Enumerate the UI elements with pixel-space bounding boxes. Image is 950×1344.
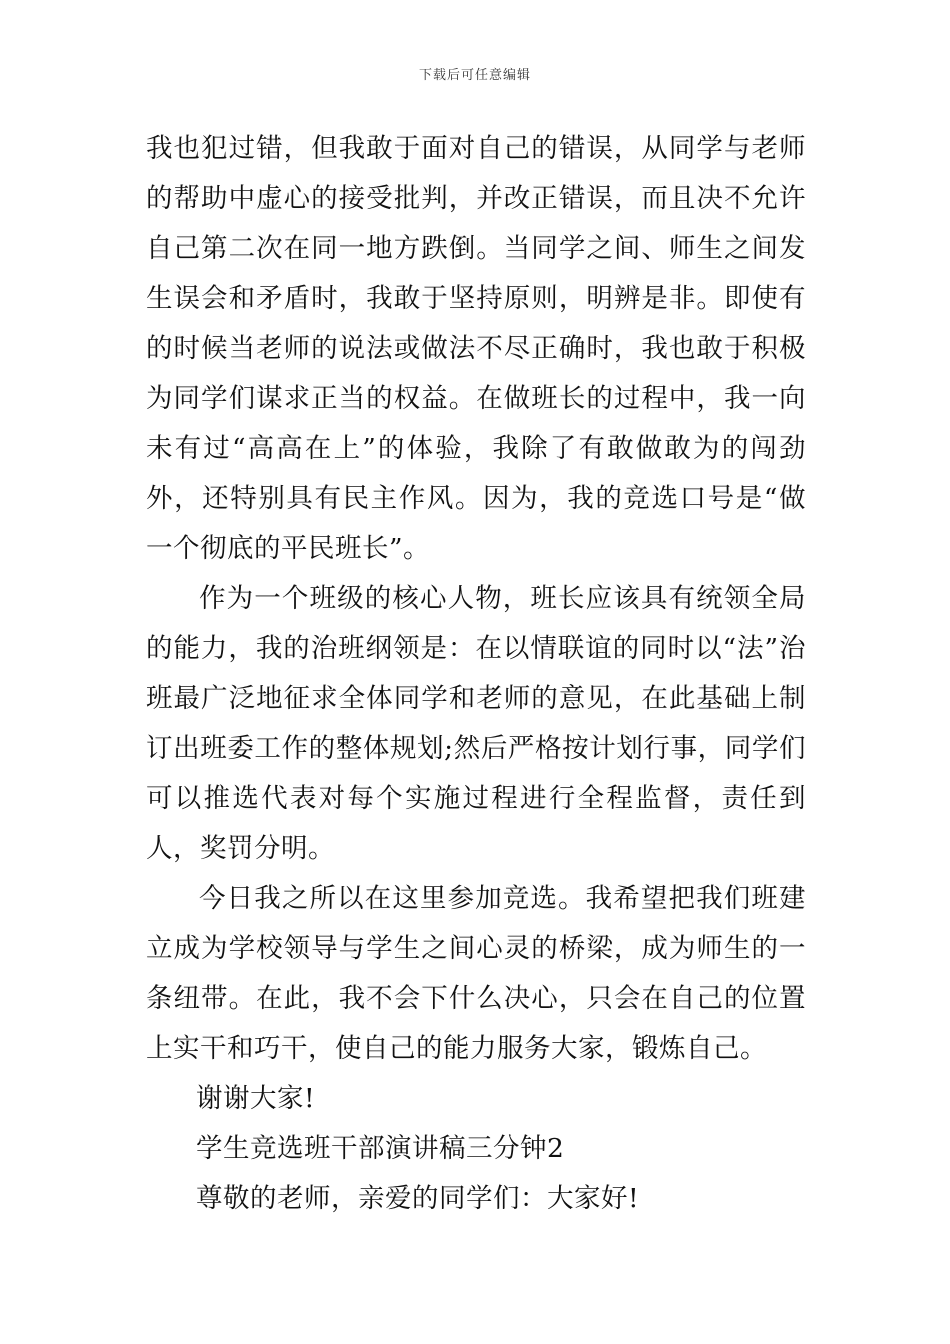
paragraph: 今日我之所以在这里参加竞选。我希望把我们班建立成为学校领导与学生之间心灵的桥梁，成为师生的一条纽带。在此，我不会下什么决心，只会在自己的位置上实干和巧干，使自己的能力服务大家，锻炼自己。 xyxy=(146,883,806,1064)
page-header-note: 下载后可任意编辑 xyxy=(418,68,531,83)
paragraph: 我也犯过错，但我敢于面对自己的错误，从同学与老师的帮助中虚心的接受批判，并改正错误，而且决不允许自己第二次在同一地方跌倒。当同学之间、师生之间发生误会和矛盾时，我敢于坚持原则，明辨是非。即使有的时候当老师的说法或做法不尽正确时，我也敢于积极为同学们谋求正当的权益。在做班长的过程中，我一向未有过“高高在上”的体验，我除了有敢做敢为的闯劲外，还特别具有民主作风。因为，我的竞选口号是“做一个彻底的平民班长”。 xyxy=(146,133,806,564)
thanks-line: 谢谢大家! xyxy=(196,1083,316,1114)
section-title: 学生竞选班干部演讲稿三分钟2 xyxy=(196,1133,565,1164)
paragraph: 作为一个班级的核心人物，班长应该具有统领全局的能力，我的治班纲领是：在以情联谊的同时以“法”治班最广泛地征求全体同学和老师的意见，在此基础上制订出班委工作的整体规划;然后严格按计划行事，同学们可以推选代表对每个实施过程进行全程监督，责任到人，奖罚分明。 xyxy=(146,583,806,864)
greeting-line: 尊敬的老师，亲爱的同学们：大家好! xyxy=(196,1183,640,1214)
document-body xyxy=(146,124,806,1224)
